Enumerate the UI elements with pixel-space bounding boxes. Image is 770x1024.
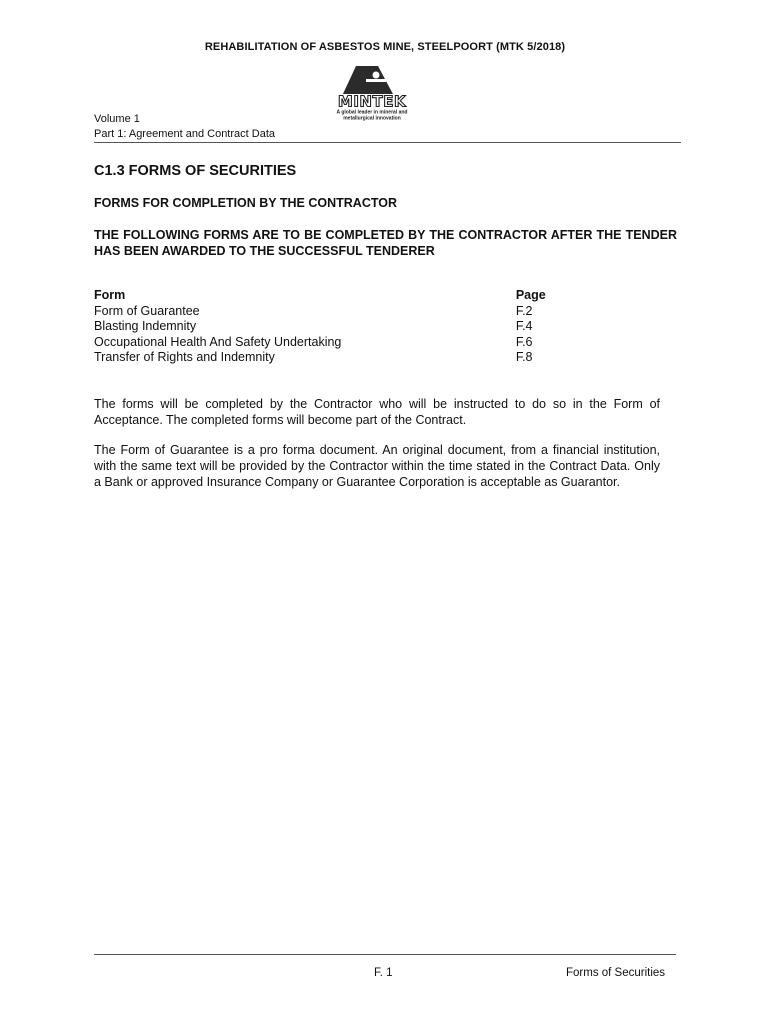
forms-table-header xyxy=(94,288,574,304)
paragraph-completion: The forms will be completed by the Contractor who will be instructed to do so in the Form of Acceptance. The completed forms will become part of the Contract. xyxy=(94,397,660,427)
form-name: Blasting Indemnity xyxy=(94,319,197,333)
logo-tagline-2: metallurgical innovation xyxy=(343,115,401,122)
volume-block xyxy=(94,112,275,142)
form-page: F.6 xyxy=(515,334,533,349)
form-name: Transfer of Rights and Indemnity xyxy=(94,350,275,364)
footer-page-number: F. 1 xyxy=(374,967,393,979)
logo-band xyxy=(366,79,386,82)
form-page: F.4 xyxy=(515,319,533,333)
section-title: C1.3 FORMS OF SECURITIES xyxy=(94,163,297,179)
form-page: F.2 xyxy=(515,303,533,318)
table-row xyxy=(94,350,574,366)
form-page: F.8 xyxy=(515,350,533,364)
header-divider xyxy=(94,142,681,143)
part-label: Part 1: Agreement and Contract Data xyxy=(94,128,275,140)
logo-wordmark: MINTEK xyxy=(337,92,407,111)
paragraph-guarantee: The Form of Guarantee is a pro forma document. An original document, from a financial institution, with the same text will be provided by the Contractor within the time stated in the Contract Data. Only a Bank or approved Insurance Company or Guarantee Corporation is acceptable as Guarantor. xyxy=(94,443,660,489)
form-name: Occupational Health And Safety Undertaking xyxy=(94,334,342,349)
section-subtitle: FORMS FOR COMPLETION BY THE CONTRACTOR xyxy=(94,196,398,210)
logo-hole xyxy=(373,72,380,79)
form-name: Form of Guarantee xyxy=(94,303,200,318)
document-title: REHABILITATION OF ASBESTOS MINE, STEELPOORT (MTK 5/2018) xyxy=(204,41,566,53)
forms-table xyxy=(94,288,574,366)
mintek-logo xyxy=(322,62,422,124)
logo-tagline-1: A global leader in mineral and xyxy=(336,109,408,116)
column-header-form: Form xyxy=(94,288,126,302)
volume-label: Volume 1 xyxy=(94,113,140,125)
section-instruction: THE FOLLOWING FORMS ARE TO BE COMPLETED BY THE CONTRACTOR AFTER THE TENDER HAS BEEN AWARDED TO THE SUCCESSFUL TENDERER xyxy=(94,228,677,258)
table-row xyxy=(94,319,574,335)
footer-section-name: Forms of Securities xyxy=(566,967,666,979)
footer-divider xyxy=(94,954,676,955)
table-row xyxy=(94,335,574,351)
table-row xyxy=(94,304,574,320)
column-header-page: Page xyxy=(515,288,546,302)
